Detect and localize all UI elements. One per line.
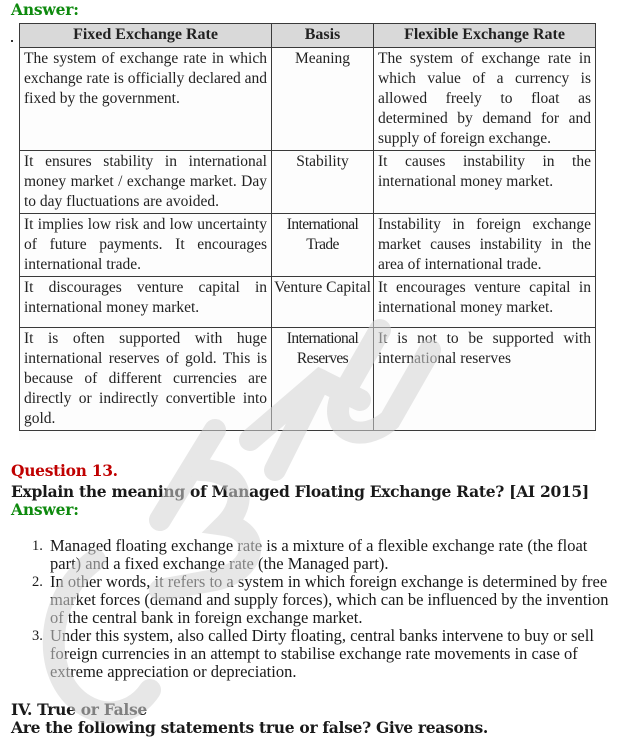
table-row: [20, 151, 596, 214]
cell-basis: Venture Capital: [272, 277, 374, 328]
list-text: In other words, it refers to a system in which foreign exchange is determined by free market forces (demand and supply forces), which can be influenced by the invention of the central bank in foreign exchange market.: [50, 572, 609, 627]
cell-basis: Meaning: [272, 48, 374, 151]
cell-basis: International Trade: [272, 214, 374, 277]
scan-artifact: [11, 40, 13, 42]
comparison-table: [19, 23, 596, 431]
cell-basis: Stability: [272, 151, 374, 214]
section-title: IV. True or False: [11, 700, 147, 719]
question-text: Explain the meaning of Managed Floating Exchange Rate? [AI 2015]: [11, 482, 589, 501]
cell-fixed: It implies low risk and low uncertainty of future payments. It encourages international trade.: [20, 214, 272, 277]
list-text: Managed floating exchange rate is a mixture of a flexible exchange rate (the float part) and a fixed exchange rate (the Managed part).: [50, 536, 588, 573]
header-fixed: Fixed Exchange Rate: [20, 24, 272, 48]
table-row: [20, 328, 596, 431]
section-subtitle: Are the following statements true or false? Give reasons.: [11, 718, 488, 737]
table-header-row: [20, 24, 596, 48]
answer-list: [27, 537, 612, 681]
cell-fixed: The system of exchange rate in which exchange rate is officially declared and fixed by the government.: [20, 48, 272, 151]
table-row: [20, 277, 596, 328]
cell-flexible: It encourages venture capital in international money market.: [374, 277, 596, 328]
list-item: [27, 627, 612, 681]
list-number: 1.: [32, 538, 43, 554]
question-number: Question 13.: [11, 461, 118, 480]
cell-flexible: It causes instability in the international money market.: [374, 151, 596, 214]
list-text: Under this system, also called Dirty floating, central banks intervene to buy or sell foreign currencies in an attempt to stabilise exchange rate movements in case of extreme appreciation or depreciation.: [50, 626, 594, 681]
table-row: [20, 48, 596, 151]
header-basis: Basis: [272, 24, 374, 48]
cell-basis: International Reserves: [272, 328, 374, 431]
cell-fixed: It discourages venture capital in international money market.: [20, 277, 272, 328]
watermark-b-stroke: [160, 430, 215, 520]
cell-fixed: It ensures stability in international money market / exchange market. Day to day fluctuations are avoided.: [20, 151, 272, 214]
cell-flexible: It is not to be supported with international reserves: [374, 328, 596, 431]
comparison-table-image: [19, 23, 595, 440]
answer-label: Answer:: [11, 500, 79, 519]
header-flexible: Flexible Exchange Rate: [374, 24, 596, 48]
cell-flexible: The system of exchange rate in which value of a currency is allowed freely to float as determined by demand for and supply of foreign exchange.: [374, 48, 596, 151]
answer-label: Answer:: [11, 0, 79, 19]
table-row: [20, 214, 596, 277]
list-item: [27, 573, 612, 627]
list-number: 2.: [32, 574, 43, 590]
cell-fixed: It is often supported with huge international reserves of gold. This is because of different currencies are directly or indirectly convertible into gold.: [20, 328, 272, 431]
list-number: 3.: [32, 628, 43, 644]
list-item: [27, 537, 612, 573]
cell-flexible: Instability in foreign exchange market causes instability in the area of international trade.: [374, 214, 596, 277]
